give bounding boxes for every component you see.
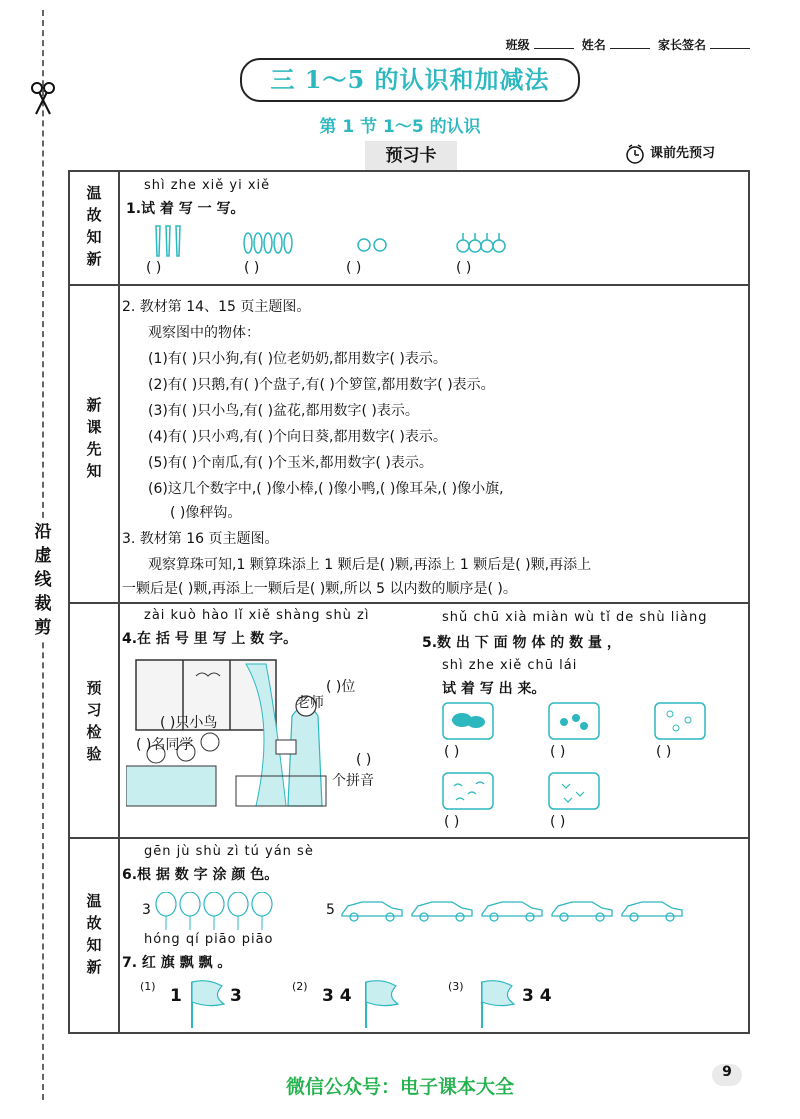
preview-badge <box>624 142 715 165</box>
name-label: 姓名 <box>581 38 606 52</box>
classroom-illustration <box>126 656 352 808</box>
q2-title: 2. 教材第 14、15 页主题图。 <box>122 299 311 315</box>
preview-label: 课前先预习 <box>650 146 716 161</box>
section-label-new: 新课先知 <box>86 396 102 480</box>
q3-line1: 观察算珠可知,1 颗算珠添上 1 颗后是( )颗,再添上 1 颗后是( )颗,再添上 <box>148 557 592 573</box>
carrots-icon <box>150 224 190 258</box>
watermark: 微信公众号：电子课本大全 <box>285 1076 514 1098</box>
header-info <box>506 36 754 53</box>
section-label-review-2: 温故知新 <box>86 892 102 976</box>
q1-answer-blank[interactable]: ( ) <box>244 260 260 276</box>
q5-answer-blank[interactable]: ( ) <box>444 744 460 760</box>
q4-text: 4.在 括 号 里 写 上 数 字。 <box>122 631 298 647</box>
parent-label: 家长签名 <box>657 38 706 52</box>
class-label: 班级 <box>505 38 530 52</box>
cucumbers-icon <box>242 232 296 254</box>
q7-group-3-numbers: 3 4 <box>522 986 552 1006</box>
student-blank[interactable]: ( )名同学 <box>136 737 194 753</box>
q5-answer-blank[interactable]: ( ) <box>550 744 566 760</box>
q1-text: 1.试 着 写 一 写。 <box>126 201 245 217</box>
cars-icon[interactable] <box>340 894 694 924</box>
q2-line: (2)有( )只鹅,有( )个盘子,有( )个箩筐,都用数字( )表示。 <box>148 377 495 393</box>
q2-intro: 观察图中的物体： <box>148 325 260 341</box>
tomatoes-icon <box>356 236 390 252</box>
butterflies-box <box>548 772 600 810</box>
q6-text: 6.根 据 数 字 涂 颜 色。 <box>122 867 279 883</box>
bird-blank[interactable]: ( )只小鸟 <box>160 715 218 731</box>
q4-pinyin: zài kuò hào lǐ xiě shàng shù zì <box>144 608 370 623</box>
flag-icon[interactable] <box>186 978 228 1030</box>
pinyin-blank[interactable]: ( ) <box>356 752 372 768</box>
q2-line: (3)有( )只小鸟,有( )盆花,都用数字( )表示。 <box>148 403 419 419</box>
section-label-check: 预习检验 <box>86 679 102 763</box>
q2-line: (5)有( )个南瓜,有( )个玉米,都用数字( )表示。 <box>148 455 433 471</box>
q6-number-cars: 5 <box>326 902 335 918</box>
q7-group-1-right: 3 <box>230 986 242 1006</box>
q5-answer-blank[interactable]: ( ) <box>656 744 672 760</box>
parent-field[interactable] <box>710 48 750 49</box>
section-label-review: 温故知新 <box>86 184 102 268</box>
radishes-icon <box>456 230 506 254</box>
flag-icon[interactable] <box>360 978 402 1030</box>
q7-group-1-label: (1) <box>140 980 156 993</box>
card-title: 预习卡 <box>365 141 457 171</box>
birds-box <box>442 772 494 810</box>
row-divider <box>70 284 748 286</box>
q3-title: 3. 教材第 16 页主题图。 <box>122 531 279 547</box>
pinyin-label: 个拼音 <box>332 773 374 789</box>
q5-pinyin-2: shì zhe xiě chū lái <box>442 658 578 673</box>
q7-group-2-numbers: 3 4 <box>322 986 352 1006</box>
q7-group-2-label: (2) <box>292 980 308 993</box>
section-title: 第 1 节 1～5 的认识 <box>319 117 481 137</box>
flag-icon[interactable] <box>476 978 518 1030</box>
q1-answer-blank[interactable]: ( ) <box>146 260 162 276</box>
q5-text-2: 试 着 写 出 来。 <box>442 681 546 697</box>
balloons-icon[interactable] <box>154 892 274 930</box>
name-field[interactable] <box>610 48 650 49</box>
q1-answer-blank[interactable]: ( ) <box>346 260 362 276</box>
q2-line: (4)有( )只小鸡,有( )个向日葵,都用数字( )表示。 <box>148 429 447 445</box>
q2-line: ( )像秤钩。 <box>170 505 242 521</box>
cut-along-line-label: 沿虚线裁剪 <box>30 520 56 640</box>
q5-pinyin-1: shǔ chū xià miàn wù tǐ de shù liàng <box>442 610 708 625</box>
q5-answer-blank[interactable]: ( ) <box>444 814 460 830</box>
teacher-blank[interactable]: ( )位 <box>326 679 356 695</box>
rabbits-box <box>548 702 600 740</box>
q5-answer-blank[interactable]: ( ) <box>550 814 566 830</box>
q2-line: (6)这几个数字中,( )像小棒,( )像小鸭,( )像耳朵,( )像小旗, <box>148 481 504 497</box>
scissors-icon <box>28 80 58 116</box>
q7-text: 7. 红 旗 飘 飘 。 <box>122 955 232 971</box>
q2-line: (1)有( )只小狗,有( )位老奶奶,都用数字( )表示。 <box>148 351 447 367</box>
q7-group-1-left: 1 <box>170 986 182 1006</box>
elephants-box <box>442 702 494 740</box>
page-number: 9 <box>712 1064 742 1086</box>
class-field[interactable] <box>534 48 574 49</box>
q7-group-3-label: (3) <box>448 980 464 993</box>
clock-icon <box>624 143 646 165</box>
ducks-box <box>654 702 706 740</box>
chapter-title: 三 1～5 的认识和加减法 <box>240 58 580 102</box>
q6-number-balloons: 3 <box>142 902 151 918</box>
row-divider <box>70 837 748 839</box>
q3-line2: 一颗后是( )颗,再添上一颗后是( )颗,所以 5 以内数的顺序是( )。 <box>122 581 517 597</box>
q1-pinyin: shì zhe xiě yi xiě <box>144 178 271 193</box>
teacher-label: 老师 <box>296 695 324 711</box>
row-divider <box>70 602 748 604</box>
q5-text-1: 5.数 出 下 面 物 体 的 数 量 ， <box>422 635 621 651</box>
q1-answer-blank[interactable]: ( ) <box>456 260 472 276</box>
worksheet-table <box>68 170 750 1034</box>
q7-pinyin: hóng qí piāo piāo <box>144 932 274 947</box>
q6-pinyin: gēn jù shù zì tú yán sè <box>144 844 314 859</box>
